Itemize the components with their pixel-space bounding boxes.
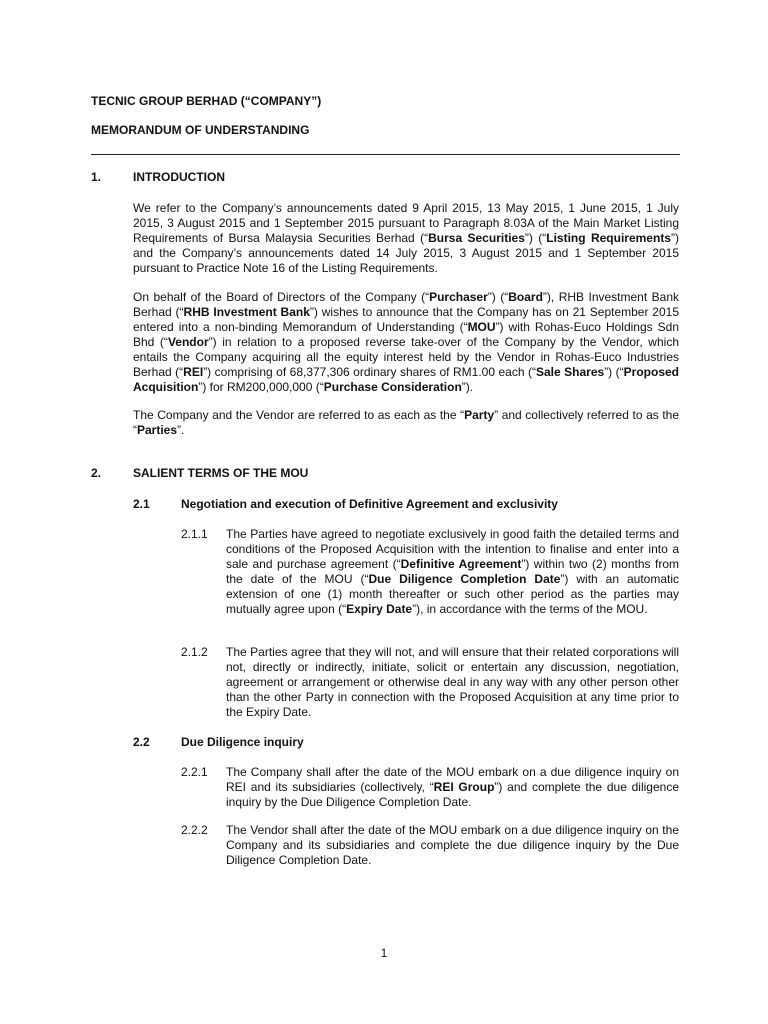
section-2-heading: SALIENT TERMS OF THE MOU [133, 466, 309, 480]
horizontal-rule [91, 154, 680, 155]
clause-2-1-1-number: 2.1.1 [181, 527, 208, 541]
section-1-heading: INTRODUCTION [133, 170, 225, 184]
subsection-2-2-number: 2.2 [133, 735, 150, 749]
document-title: MEMORANDUM OF UNDERSTANDING [91, 123, 310, 137]
page-number: 1 [380, 946, 388, 960]
intro-paragraph-3: The Company and the Vendor are referred to as each as the “Party” and collectively referred to as the “Parties”. [133, 408, 679, 437]
clause-2-2-1-number: 2.2.1 [181, 765, 208, 779]
clause-2-1-1-text: The Parties have agreed to negotiate exclusively in good faith the detailed terms and conditions of the Proposed Acquisition with the intention to finalise and enter into a sale and purchase agreement (“Definitive Agreement”) within two (2) months from the date of the MOU (“Due Diligence Completion Date”) with an automatic extension of one (1) month thereafter or such other period as the parties may mutually agree upon (“Expiry Date”), in accordance with the terms of the MOU. [226, 527, 679, 616]
clause-2-2-2-text: The Vendor shall after the date of the MOU embark on a due diligence inquiry on the Company and its subsidiaries and complete the due diligence inquiry by the Due Diligence Completion Date. [226, 823, 679, 867]
section-1-number: 1. [91, 170, 102, 184]
subsection-2-2-heading: Due Diligence inquiry [181, 735, 304, 749]
section-2-number: 2. [91, 466, 102, 480]
clause-2-2-2-number: 2.2.2 [181, 823, 208, 837]
intro-paragraph-2: On behalf of the Board of Directors of the Company (“Purchaser”) (“Board”), RHB Investment Bank Berhad (“RHB Investment Bank”) wishes to announce that the Company has on 21 September 2015 entered into a non-binding Memorandum of Understanding (“MOU”) with Rohas-Euco Holdings Sdn Bhd (“Vendor”) in relation to a proposed reverse take-over of the Company by the Vendor, which entails the Company acquiring all the equity interest held by the Vendor in Rohas-Euco Industries Berhad (“REI”) comprising of 68,377,306 ordinary shares of RM1.00 each (“Sale Shares”) (“Proposed Acquisition”) for RM200,000,000 (“Purchase Consideration”). [133, 290, 679, 394]
intro-paragraph-1: We refer to the Company’s announcements dated 9 April 2015, 13 May 2015, 1 June 2015, 1 July 2015, 3 August 2015 and 1 September 2015 pursuant to Paragraph 8.03A of the Main Market Listing Requirements of Bursa Malaysia Securities Berhad (“Bursa Securities”) (“Listing Requirements”) and the Company’s announcements dated 14 July 2015, 3 August 2015 and 1 September 2015 pursuant to Practice Note 16 of the Listing Requirements. [133, 201, 679, 275]
company-title: TECNIC GROUP BERHAD (“COMPANY”) [91, 94, 322, 108]
subsection-2-1-heading: Negotiation and execution of Definitive Agreement and exclusivity [181, 497, 558, 511]
clause-2-2-1-text: The Company shall after the date of the MOU embark on a due diligence inquiry on REI and its subsidiaries (collectively, “REI Group”) and complete the due diligence inquiry by the Due Diligence Completion Date. [226, 765, 679, 809]
subsection-2-1-number: 2.1 [133, 497, 150, 511]
clause-2-1-2-number: 2.1.2 [181, 645, 208, 659]
clause-2-1-2-text: The Parties agree that they will not, and will ensure that their related corporations will not, directly or indirectly, initiate, solicit or entertain any discussion, negotiation, agreement or arrangement or otherwise deal in any way with any other person other than the other Party in connection with the Proposed Acquisition at any time prior to the Expiry Date. [226, 645, 679, 719]
